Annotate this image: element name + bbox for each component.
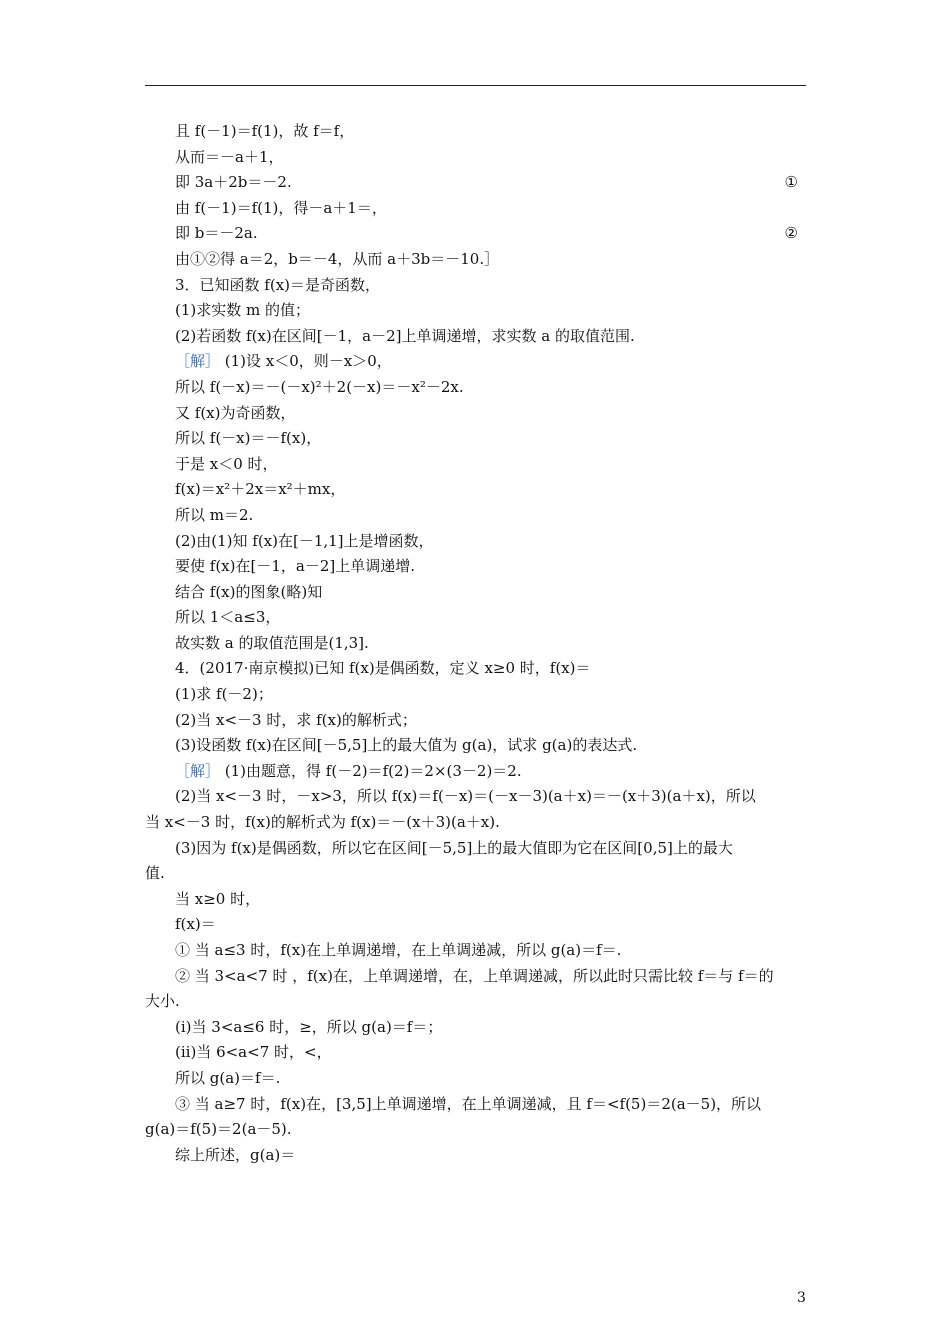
equation-number: ① xyxy=(784,173,798,192)
line-text: (3)因为 f(x)是偶函数，所以它在区间[－5,5]上的最大值即为它在区间[0,5]上的最大 xyxy=(175,838,733,857)
line-text: (2)当 x<－3 时，－x>3，所以 f(x)＝f(－x)＝(－x－3)(a＋x)＝－(x＋3)(a＋x)，所以 xyxy=(175,787,756,806)
text-line xyxy=(145,247,806,273)
line-text: 所以 1＜a≤3， xyxy=(175,608,281,627)
line-text: 综上所述，g(a)＝ xyxy=(175,1145,296,1164)
line-text: 值. xyxy=(145,864,165,883)
text-line xyxy=(145,836,806,862)
text-line xyxy=(145,605,806,631)
text-line xyxy=(145,401,806,427)
line-text: (ⅰ)当 3<a≤6 时，≥，所以 g(a)＝f＝； xyxy=(175,1017,443,1036)
line-text: 即 3a＋2b＝－2. xyxy=(175,173,292,192)
text-line xyxy=(145,733,806,759)
text-line xyxy=(145,1143,806,1169)
text-line xyxy=(145,784,806,810)
line-text: g(a)＝f(5)＝2(a－5). xyxy=(145,1120,292,1139)
line-text: 3．已知函数 f(x)＝是奇函数， xyxy=(175,275,381,294)
text-line xyxy=(145,452,806,478)
text-line xyxy=(145,426,806,452)
line-text: 于是 x＜0 时， xyxy=(175,454,278,473)
line-text: 且 f(－1)＝f(1)，故 f＝f， xyxy=(175,122,355,140)
text-line xyxy=(145,1117,806,1143)
line-text: (2)若函数 f(x)在区间[－1，a－2]上单调递增，求实数 a 的取值范围. xyxy=(175,326,635,345)
line-text: (3)设函数 f(x)在区间[－5,5]上的最大值为 g(a)，试求 g(a)的表达式. xyxy=(175,736,638,755)
line-text: 要使 f(x)在[－1，a－2]上单调递增. xyxy=(175,557,415,576)
line-text: 故实数 a 的取值范围是(1,3]. xyxy=(175,633,369,652)
text-line xyxy=(145,1040,806,1066)
text-line xyxy=(145,477,806,503)
text-line xyxy=(145,349,806,375)
line-text: (1)设 x＜0，则－x＞0， xyxy=(220,352,392,371)
line-text: 所以 f(－x)＝－f(x)， xyxy=(175,429,322,448)
text-line xyxy=(145,938,806,964)
page-number: 3 xyxy=(797,1290,806,1306)
text-line xyxy=(145,912,806,938)
text-line xyxy=(145,989,806,1015)
solution-tag: ［解］ xyxy=(175,352,221,371)
line-text: ② 当 3<a<7 时 ，f(x)在，上单调递增，在，上单调递减，所以此时只需比较 f＝与 f＝的 xyxy=(175,966,774,985)
text-line xyxy=(145,503,806,529)
text-line xyxy=(145,196,806,222)
line-text: 由 f(－1)＝f(1)，得－a＋1＝， xyxy=(175,198,387,217)
text-line xyxy=(145,324,806,350)
text-line xyxy=(145,759,806,785)
text-line xyxy=(145,529,806,555)
text-line xyxy=(145,708,806,734)
text-line xyxy=(145,273,806,299)
line-text: (ⅱ)当 6<a<7 时，<， xyxy=(175,1043,332,1062)
text-line xyxy=(145,298,806,324)
line-text: (1)求实数 m 的值； xyxy=(175,301,311,320)
line-text: 即 b＝－2a. xyxy=(175,224,258,243)
line-text: 所以 g(a)＝f＝. xyxy=(175,1068,281,1087)
equation-number: ② xyxy=(784,224,798,243)
text-line xyxy=(145,375,806,401)
line-text: (2)由(1)知 f(x)在[－1,1]上是增函数， xyxy=(175,531,434,550)
line-text: 当 x<－3 时，f(x)的解析式为 f(x)＝－(x＋3)(a＋x). xyxy=(145,813,500,832)
header-rule xyxy=(145,85,806,86)
line-text: ① 当 a≤3 时，f(x)在上单调递增，在上单调递减，所以 g(a)＝f＝. xyxy=(175,941,622,959)
text-line xyxy=(145,656,806,682)
text-line xyxy=(145,682,806,708)
text-line xyxy=(145,221,806,247)
line-text: (2)当 x<－3 时，求 f(x)的解析式； xyxy=(175,710,417,729)
line-text: 结合 f(x)的图象(略)知 xyxy=(175,582,323,601)
document-body xyxy=(145,119,806,1168)
line-text: (1)由题意，得 f(－2)＝f(2)＝2×(3－2)＝2. xyxy=(220,761,522,780)
text-line xyxy=(145,1092,806,1118)
text-line xyxy=(145,170,806,196)
line-text: (1)求 f(－2)； xyxy=(175,685,273,704)
line-text: 当 x≥0 时， xyxy=(175,889,261,908)
text-line xyxy=(145,1066,806,1092)
line-text: 又 f(x)为奇函数， xyxy=(175,403,296,422)
line-text: 所以 f(－x)＝－(－x)²＋2(－x)＝－x²－2x. xyxy=(175,377,464,396)
solution-tag: ［解］ xyxy=(175,761,221,780)
text-line xyxy=(145,887,806,913)
line-text: 大小. xyxy=(145,992,180,1011)
text-line xyxy=(145,810,806,836)
line-text: 由①②得 a＝2，b＝－4，从而 a＋3b＝－10.］ xyxy=(175,249,500,268)
text-line xyxy=(145,1015,806,1041)
text-line xyxy=(145,119,806,145)
text-line xyxy=(145,964,806,990)
line-text: f(x)＝ xyxy=(175,915,216,934)
line-text: 从而＝－a＋1， xyxy=(175,147,284,166)
line-text: f(x)＝x²＋2x＝x²＋mx， xyxy=(175,480,346,499)
line-text: 4．(2017·南京模拟)已知 f(x)是偶函数，定义 x≥0 时，f(x)＝ xyxy=(175,659,591,678)
text-line xyxy=(145,631,806,657)
line-text: 所以 m＝2. xyxy=(175,505,254,524)
line-text: ③ 当 a≥7 时，f(x)在，[3,5]上单调递增，在上单调递减，且 f＝<f(5)＝2(a－5)，所以 xyxy=(175,1094,762,1113)
text-line xyxy=(145,580,806,606)
text-line xyxy=(145,554,806,580)
text-line xyxy=(145,861,806,887)
text-line xyxy=(145,145,806,171)
